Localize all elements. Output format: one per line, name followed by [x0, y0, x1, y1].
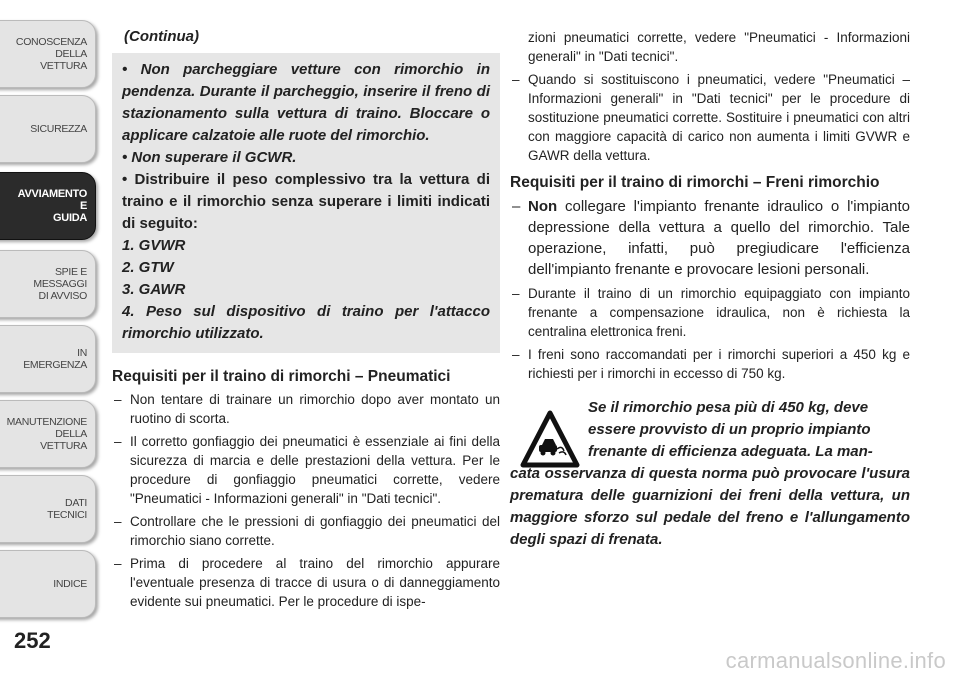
- tyre-requirements-continued: [510, 28, 910, 165]
- list-item: – I freni sono raccomandati per i rimorchi superiori a 450 kg e richiesti per i rimorchi in eccesso di 750 kg.: [510, 345, 910, 383]
- tab-spie-e-messaggi[interactable]: SPIE E MESSAGGI DI AVVISO: [0, 250, 96, 318]
- warning-box: [112, 53, 500, 353]
- section-heading-tyres: Requisiti per il traino di rimorchi – Pneumatici: [112, 368, 451, 385]
- warning-line: Se il rimorchio pesa più di 450 kg, deve: [588, 399, 869, 416]
- warning-continuation: cata osservanza di questa norma può provocare l'usura prematura delle guarnizioni dei freni della vettura, un maggiore sforzo sul pedale del freno e l'allungamento degli spazi di frenata.: [510, 465, 910, 548]
- brake-warning: [510, 397, 910, 551]
- tab-conoscenza-della-vettura[interactable]: CONOSCENZA DELLA VETTURA: [0, 20, 96, 88]
- emphasis-non: Non: [528, 198, 558, 215]
- list-item: – Il corretto gonfiaggio dei pneumatici è essenziale ai fini della sicurezza di marcia e delle prestazioni della vettura. Per le procedure di gonfiaggio pneumatici corrette, vedere "Pneumatici - Informazioni generali" in "Dati tecnici".: [112, 432, 500, 508]
- tab-indice[interactable]: INDICE: [0, 550, 96, 618]
- brake-requirements-list: [510, 196, 910, 383]
- list-item: – Controllare che le pressioni di gonfiaggio dei pneumatici del rimorchio siano corrette.: [112, 512, 500, 550]
- chapter-sidebar: [0, 0, 100, 678]
- tab-sicurezza[interactable]: SICUREZZA: [0, 95, 96, 163]
- box-limit-gvwr: 1. GVWR: [122, 237, 186, 254]
- tab-avviamento-e-guida[interactable]: AVVIAMENTO E GUIDA: [0, 172, 96, 240]
- section-heading-brakes: Requisiti per il traino di rimorchi – Freni rimorchio: [510, 174, 880, 191]
- tab-manutenzione[interactable]: MANUTENZIONE DELLA VETTURA: [0, 400, 96, 468]
- box-item-weight-distribution: • Distribuire il peso complessivo tra la vettura di traino e il rimorchio senza superare i limiti indicati di seguito:: [122, 171, 490, 232]
- list-item-continued: zioni pneumatici corrette, vedere "Pneumatici - Informazioni generali" in "Dati tecnici".: [528, 30, 910, 64]
- list-item-text: collegare l'impianto frenante idraulico o l'impianto depressione della vettura a quello del rimorchio. Tale operazione, infatti, può pregiudicare l'efficienza dell'impianto frenante e provocare lesioni personali.: [528, 198, 910, 278]
- watermark: carmanualsonline.info: [725, 648, 946, 673]
- box-limit-gtw: 2. GTW: [122, 259, 174, 276]
- list-item: – Durante il traino di un rimorchio equipaggiato con impianto frenante a compensazione idraulica, non è richiesta la centralina elettronica freni.: [510, 284, 910, 341]
- list-item: – Prima di procedere al traino del rimorchio appurare l'eventuale presenza di tracce di usura o di danneggiamento evidente sui pneumatici. Per le procedure di ispe-: [112, 554, 500, 611]
- list-item: – Non tentare di trainare un rimorchio dopo aver montato un ruotino di scorta.: [112, 390, 500, 428]
- warning-triangle-icon: [520, 409, 580, 469]
- page-number: 252: [14, 628, 51, 653]
- box-limit-hitch-weight: 4. Peso sul dispositivo di traino per l'attacco rimorchio utilizzato.: [122, 303, 490, 342]
- tyre-requirements-list: [112, 390, 500, 611]
- left-column: [112, 28, 500, 615]
- list-item: [510, 196, 910, 280]
- warning-line: essere provvisto di un proprio impianto: [588, 421, 871, 438]
- right-column: [510, 28, 910, 551]
- continued-label: (Continua): [124, 28, 199, 45]
- tab-dati-tecnici[interactable]: DATI TECNICI: [0, 475, 96, 543]
- warning-line: frenante di efficienza adeguata. La man-: [588, 443, 873, 460]
- box-limit-gawr: 3. GAWR: [122, 281, 186, 298]
- list-item: – Quando si sostituiscono i pneumatici, vedere "Pneumatici – Informazioni generali" in "Dati tecnici" per le procedure di sostituzione pneumatici corrette. Sostituire i pneumatici con altri con maggiore capacità di carico non aumenta i limiti GVWR e GAWR della vettura.: [510, 70, 910, 165]
- tab-in-emergenza[interactable]: IN EMERGENZA: [0, 325, 96, 393]
- box-item-parking: • Non parcheggiare vetture con rimorchio in pendenza. Durante il parcheggio, inserire il freno di stazionamento sulla vettura di traino. Bloccare o applicare calzatoie alle ruote del rimorchio.: [122, 61, 490, 144]
- box-item-gcwr: • Non superare il GCWR.: [122, 149, 297, 166]
